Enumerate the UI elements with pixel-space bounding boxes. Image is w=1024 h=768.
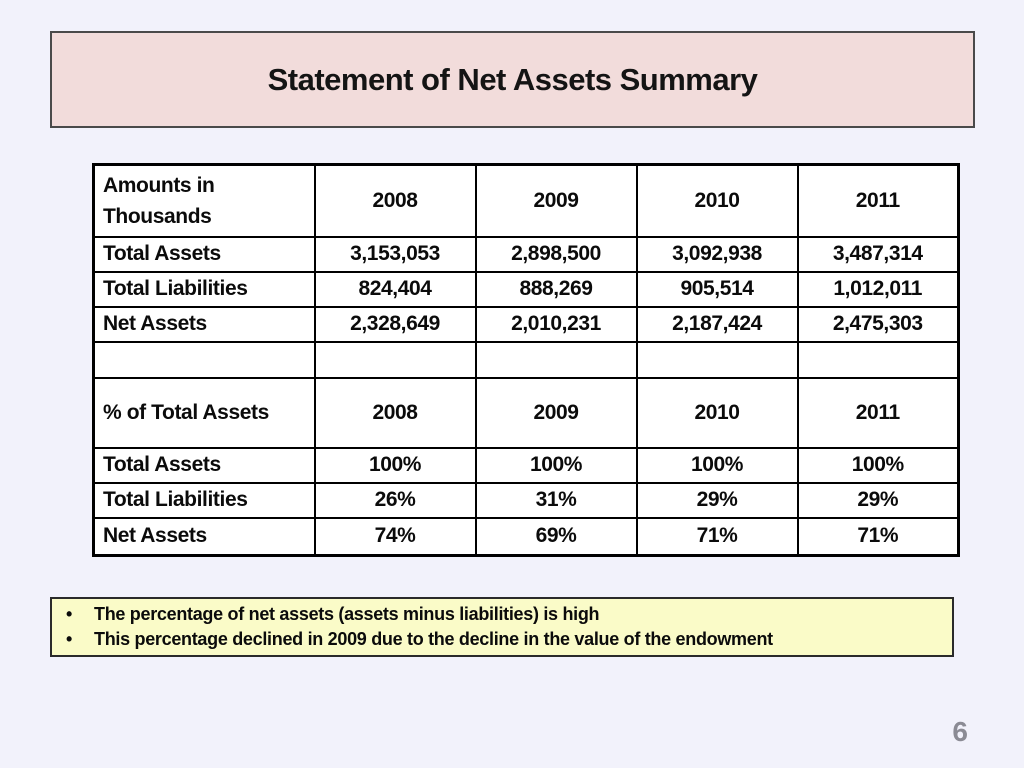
note-bullet-item: • The percentage of net assets (assets minus liabilities) is high	[66, 602, 773, 627]
year-header: 2011	[798, 378, 959, 448]
title-box	[50, 31, 975, 128]
value-cell: 29%	[637, 483, 798, 518]
value-cell: 26%	[315, 483, 476, 518]
section1-header-label-line1: Amounts in	[103, 173, 215, 197]
year-header: 2009	[476, 165, 637, 237]
row-label: Total Assets	[94, 237, 315, 272]
page-title: Statement of Net Assets Summary	[267, 61, 758, 97]
year-header: 2011	[798, 165, 959, 237]
row-label: Net Assets	[94, 518, 315, 556]
value-cell: 29%	[798, 483, 959, 518]
table-row-total-assets	[94, 237, 959, 272]
empty-cell	[315, 342, 476, 378]
spacer-row	[94, 342, 959, 378]
value-cell: 824,404	[315, 272, 476, 307]
empty-cell	[476, 342, 637, 378]
section1-header-row	[94, 165, 959, 237]
section2-header-label: % of Total Assets	[94, 378, 315, 448]
empty-cell	[798, 342, 959, 378]
value-cell: 2,475,303	[798, 307, 959, 342]
section1-header-label	[94, 165, 315, 237]
value-cell: 100%	[476, 448, 637, 483]
value-cell: 2,898,500	[476, 237, 637, 272]
notes-box	[50, 597, 954, 657]
row-label: Total Liabilities	[94, 483, 315, 518]
value-cell: 888,269	[476, 272, 637, 307]
value-cell: 3,487,314	[798, 237, 959, 272]
year-header: 2010	[637, 165, 798, 237]
value-cell: 3,153,053	[315, 237, 476, 272]
table-row-net-assets	[94, 307, 959, 342]
notes-list	[52, 602, 773, 652]
table-row-total-assets-pct	[94, 448, 959, 483]
year-header: 2009	[476, 378, 637, 448]
value-cell: 100%	[637, 448, 798, 483]
year-header: 2010	[637, 378, 798, 448]
empty-cell	[637, 342, 798, 378]
value-cell: 100%	[798, 448, 959, 483]
row-label: Total Assets	[94, 448, 315, 483]
value-cell: 905,514	[637, 272, 798, 307]
section1-header-label-line2: Thousands	[103, 204, 212, 228]
row-label: Total Liabilities	[94, 272, 315, 307]
row-label: Net Assets	[94, 307, 315, 342]
page-number: 6	[952, 716, 968, 747]
value-cell: 3,092,938	[637, 237, 798, 272]
table-row-total-liabilities	[94, 272, 959, 307]
value-cell: 100%	[315, 448, 476, 483]
highlighted-value-cell: 71%	[637, 518, 798, 556]
section2-header-row	[94, 378, 959, 448]
value-cell: 1,012,011	[798, 272, 959, 307]
value-cell: 2,010,231	[476, 307, 637, 342]
value-cell: 2,328,649	[315, 307, 476, 342]
highlighted-value-cell: 71%	[798, 518, 959, 556]
value-cell: 31%	[476, 483, 637, 518]
year-header: 2008	[315, 165, 476, 237]
empty-cell	[94, 342, 315, 378]
table-row-total-liabilities-pct	[94, 483, 959, 518]
note-bullet-item: • This percentage declined in 2009 due to the decline in the value of the endowment	[66, 627, 773, 652]
year-header: 2008	[315, 378, 476, 448]
net-assets-summary-table	[92, 163, 960, 557]
value-cell: 2,187,424	[637, 307, 798, 342]
table-row-net-assets-pct	[94, 518, 959, 556]
highlighted-value-cell: 69%	[476, 518, 637, 556]
net-assets-table-wrap	[92, 163, 960, 557]
highlighted-value-cell: 74%	[315, 518, 476, 556]
